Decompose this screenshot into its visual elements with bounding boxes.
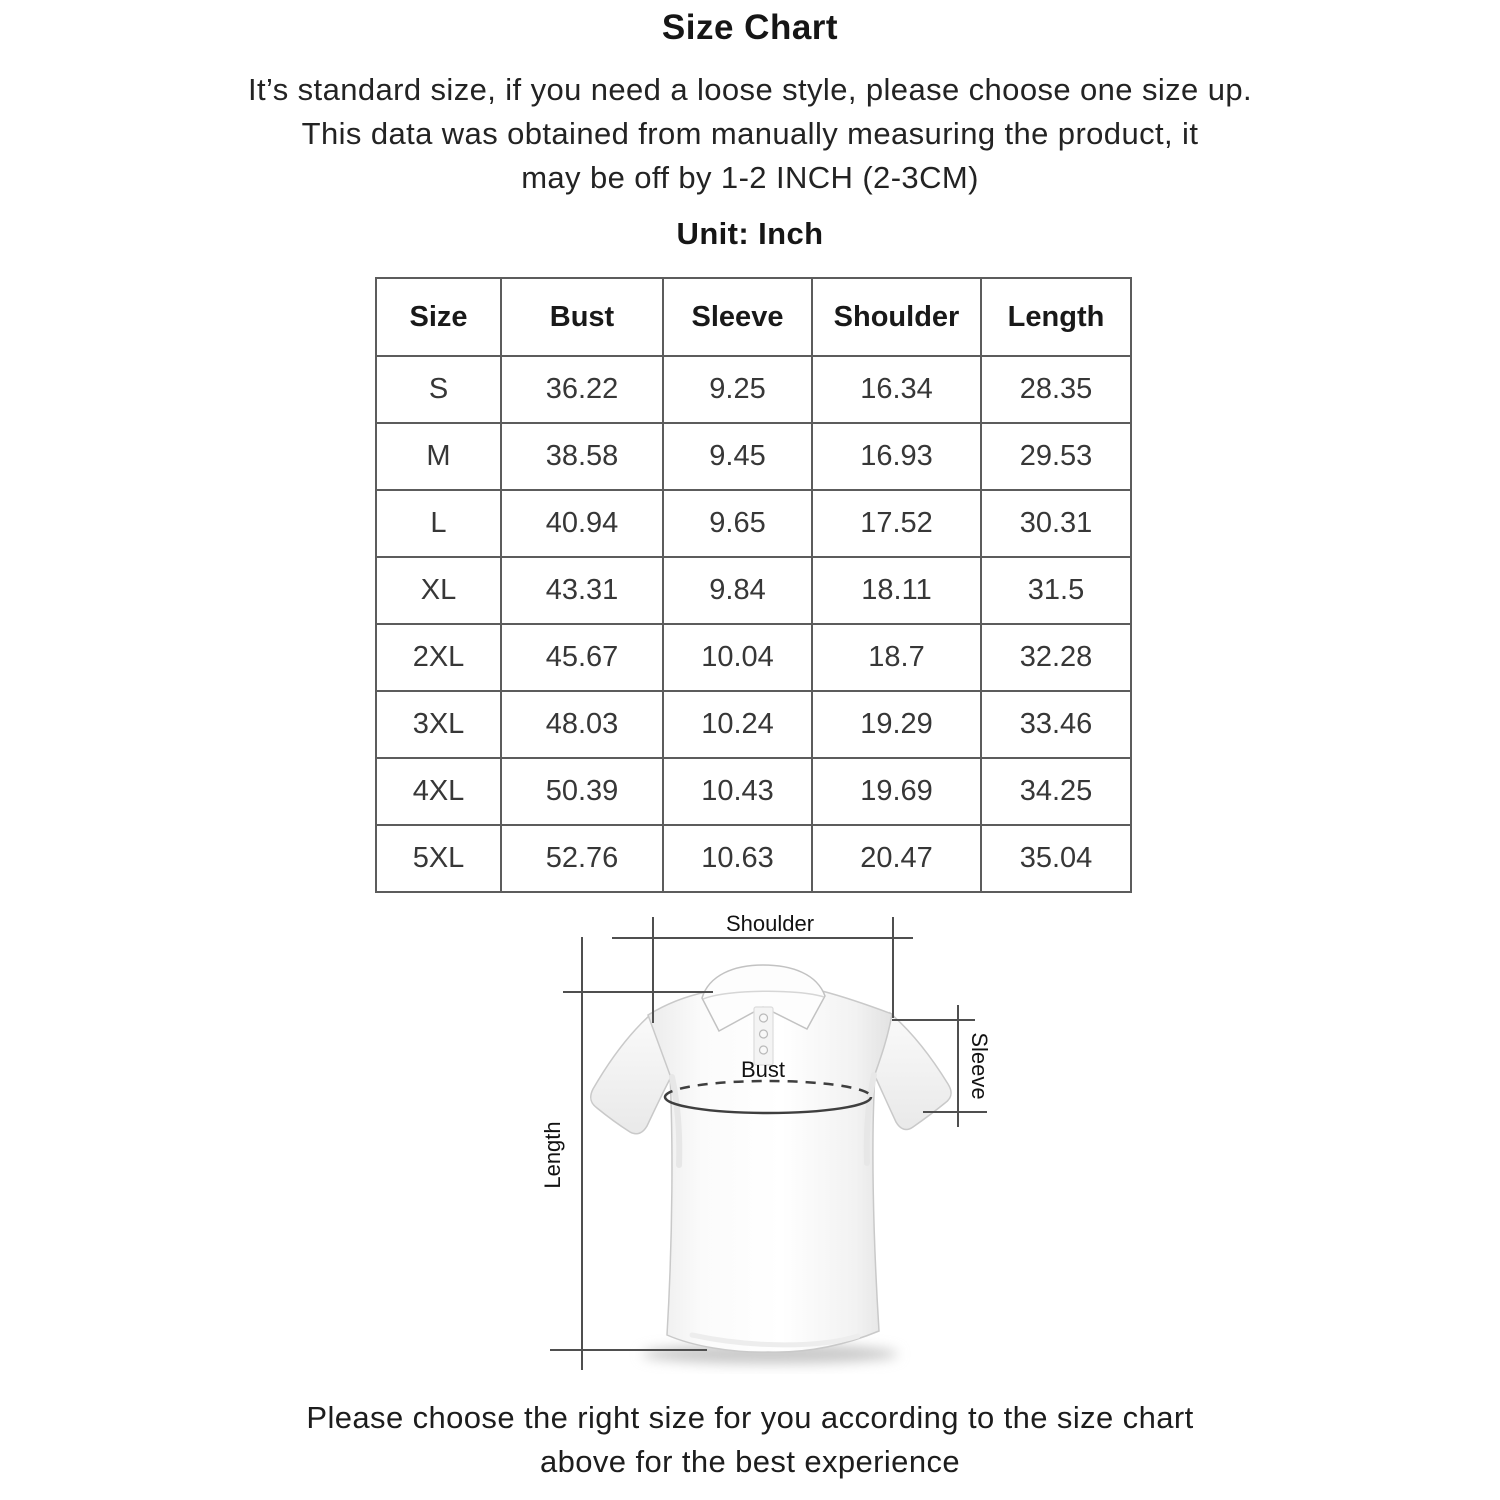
size-table bbox=[375, 277, 1132, 893]
column-header-bust: Bust bbox=[501, 278, 663, 356]
measurement-diagram bbox=[520, 905, 1040, 1385]
size-cell: 20.47 bbox=[812, 825, 981, 892]
size-cell: 29.53 bbox=[981, 423, 1131, 490]
size-row-2xl bbox=[376, 624, 1131, 691]
size-cell: 43.31 bbox=[501, 557, 663, 624]
size-cell: 40.94 bbox=[501, 490, 663, 557]
unit-label: Unit: Inch bbox=[676, 216, 824, 251]
size-cell: 9.65 bbox=[663, 490, 812, 557]
size-cell: M bbox=[376, 423, 501, 490]
sleeve-label: Sleeve bbox=[967, 1032, 992, 1100]
polo-shirt-diagram bbox=[520, 905, 1040, 1385]
size-row-s bbox=[376, 356, 1131, 423]
size-row-3xl bbox=[376, 691, 1131, 758]
size-cell: 45.67 bbox=[501, 624, 663, 691]
size-cell: 30.31 bbox=[981, 490, 1131, 557]
footer-line-2: above for the best experience bbox=[539, 1444, 961, 1479]
intro-line-1: It’s standard size, if you need a loose style, please choose one size up. bbox=[247, 72, 1252, 107]
button-icon bbox=[760, 1014, 768, 1022]
size-table-header-row bbox=[376, 278, 1131, 356]
length-label: Length bbox=[540, 1121, 565, 1189]
bust-label: Bust bbox=[740, 1057, 786, 1082]
button-icon bbox=[760, 1046, 768, 1054]
size-table-body bbox=[376, 356, 1131, 892]
size-cell: 18.11 bbox=[812, 557, 981, 624]
size-cell: 2XL bbox=[376, 624, 501, 691]
size-cell: 32.28 bbox=[981, 624, 1131, 691]
size-cell: 28.35 bbox=[981, 356, 1131, 423]
intro-line-2: This data was obtained from manually measuring the product, it bbox=[301, 116, 1199, 151]
intro-line-3: may be off by 1-2 INCH (2-3CM) bbox=[521, 160, 979, 195]
size-cell: XL bbox=[376, 557, 501, 624]
size-cell: 10.63 bbox=[663, 825, 812, 892]
column-header-size: Size bbox=[376, 278, 501, 356]
column-header-sleeve: Sleeve bbox=[663, 278, 812, 356]
page-title: Size Chart bbox=[661, 8, 839, 47]
size-cell: 31.5 bbox=[981, 557, 1131, 624]
size-row-4xl bbox=[376, 758, 1131, 825]
size-cell: 38.58 bbox=[501, 423, 663, 490]
size-cell: 4XL bbox=[376, 758, 501, 825]
size-cell: 33.46 bbox=[981, 691, 1131, 758]
size-cell: 16.93 bbox=[812, 423, 981, 490]
size-row-l bbox=[376, 490, 1131, 557]
size-cell: 10.24 bbox=[663, 691, 812, 758]
size-cell: 36.22 bbox=[501, 356, 663, 423]
size-cell: 52.76 bbox=[501, 825, 663, 892]
button-icon bbox=[760, 1030, 768, 1038]
size-cell: 35.04 bbox=[981, 825, 1131, 892]
size-cell: 17.52 bbox=[812, 490, 981, 557]
size-cell: 9.84 bbox=[663, 557, 812, 624]
size-cell: L bbox=[376, 490, 501, 557]
column-header-shoulder: Shoulder bbox=[812, 278, 981, 356]
size-cell: 19.29 bbox=[812, 691, 981, 758]
size-row-xl bbox=[376, 557, 1131, 624]
footer-line-1: Please choose the right size for you according to the size chart bbox=[306, 1400, 1194, 1435]
size-cell: 10.04 bbox=[663, 624, 812, 691]
intro-paragraph bbox=[0, 68, 1500, 200]
footer-note bbox=[0, 1396, 1500, 1484]
size-cell: 3XL bbox=[376, 691, 501, 758]
size-cell: 48.03 bbox=[501, 691, 663, 758]
size-cell: S bbox=[376, 356, 501, 423]
size-cell: 9.45 bbox=[663, 423, 812, 490]
size-cell: 5XL bbox=[376, 825, 501, 892]
size-cell: 18.7 bbox=[812, 624, 981, 691]
shoulder-label: Shoulder bbox=[725, 911, 815, 936]
size-cell: 19.69 bbox=[812, 758, 981, 825]
size-cell: 16.34 bbox=[812, 356, 981, 423]
size-row-5xl bbox=[376, 825, 1131, 892]
size-row-m bbox=[376, 423, 1131, 490]
size-cell: 9.25 bbox=[663, 356, 812, 423]
size-cell: 34.25 bbox=[981, 758, 1131, 825]
size-cell: 10.43 bbox=[663, 758, 812, 825]
column-header-length: Length bbox=[981, 278, 1131, 356]
size-cell: 50.39 bbox=[501, 758, 663, 825]
